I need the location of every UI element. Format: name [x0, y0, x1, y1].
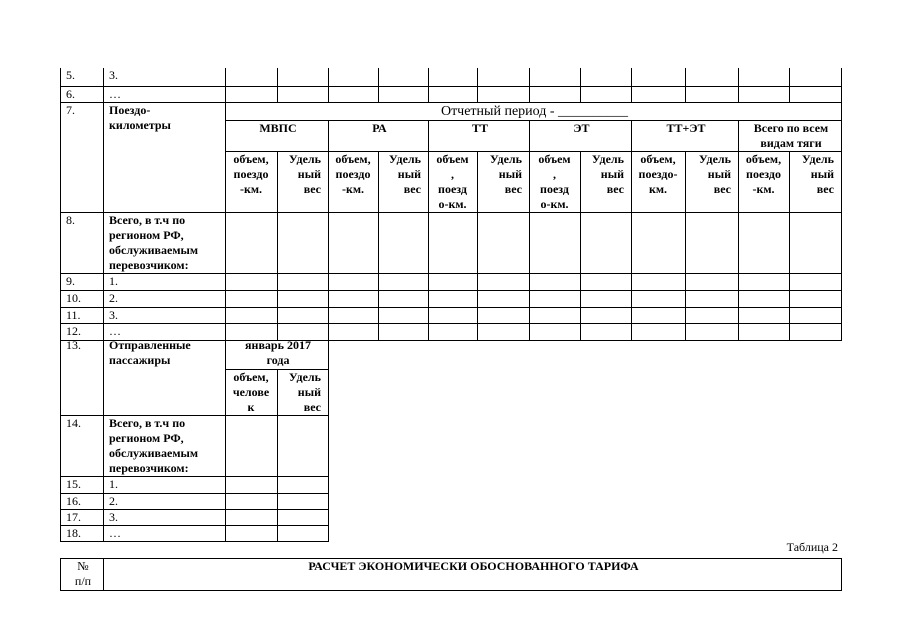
data-cell: [686, 273, 739, 290]
data-cell: [226, 290, 278, 307]
row-number: 6.: [61, 86, 104, 102]
data-cell: [226, 476, 278, 493]
data-cell: [790, 307, 842, 323]
row-number: 17.: [61, 509, 104, 525]
row-label: …: [104, 525, 226, 541]
volume-header: объем, поездо -км.: [739, 151, 790, 212]
row-number: 8.: [61, 212, 104, 273]
data-cell: [379, 307, 429, 323]
data-cell: [478, 307, 530, 323]
data-cell: [226, 525, 278, 541]
data-cell: [226, 307, 278, 323]
table-row: [61, 307, 842, 323]
data-cell: [278, 273, 329, 290]
data-cell: [478, 290, 530, 307]
row-label: 3.: [104, 68, 226, 86]
volume-header: объем, поездо -км.: [329, 151, 379, 212]
data-cell: [278, 86, 329, 102]
row-label: 3.: [104, 307, 226, 323]
share-header: Удель ный вес: [478, 151, 530, 212]
data-cell: [739, 323, 790, 340]
period-header: январь 2017 года: [226, 338, 329, 369]
data-cell: [278, 476, 329, 493]
table-row: [61, 509, 329, 525]
data-cell: [278, 307, 329, 323]
data-cell: [329, 323, 379, 340]
table-row: [61, 476, 329, 493]
data-cell: [530, 273, 581, 290]
data-cell: [478, 212, 530, 273]
dispatched-passengers-table: [60, 338, 329, 542]
data-cell: [429, 290, 478, 307]
data-cell: [329, 68, 379, 86]
table-caption: Таблица 2: [786, 540, 838, 554]
traction-type-header: Всего по всем видам тяги: [739, 120, 842, 151]
number-column-header: № п/п: [61, 559, 104, 591]
data-cell: [429, 323, 478, 340]
data-cell: [632, 273, 686, 290]
data-cell: [478, 323, 530, 340]
data-cell: [278, 68, 329, 86]
share-header: Удель ный вес: [278, 369, 329, 415]
data-cell: [686, 212, 739, 273]
table-row: [61, 273, 842, 290]
data-cell: [632, 68, 686, 86]
data-cell: [790, 68, 842, 86]
data-cell: [632, 86, 686, 102]
data-cell: [429, 68, 478, 86]
data-cell: [226, 212, 278, 273]
table-row: [61, 68, 842, 86]
share-header: Удель ный вес: [686, 151, 739, 212]
data-cell: [530, 86, 581, 102]
data-cell: [278, 290, 329, 307]
volume-header: объем, поездо- км.: [632, 151, 686, 212]
row-number: 13.: [61, 338, 104, 415]
data-cell: [329, 290, 379, 307]
traction-type-header: ТТ+ЭТ: [632, 120, 739, 151]
share-header: Удель ный вес: [790, 151, 842, 212]
share-header: Удель ный вес: [278, 151, 329, 212]
data-cell: [790, 86, 842, 102]
data-cell: [278, 509, 329, 525]
data-cell: [226, 509, 278, 525]
data-cell: [226, 493, 278, 509]
data-cell: [581, 86, 632, 102]
table-row: [61, 290, 842, 307]
data-cell: [790, 323, 842, 340]
data-cell: [632, 307, 686, 323]
data-cell: [790, 273, 842, 290]
row-label: 1.: [104, 476, 226, 493]
tariff-calculation-table: [60, 558, 842, 591]
data-cell: [429, 212, 478, 273]
data-cell: [379, 290, 429, 307]
data-cell: [226, 273, 278, 290]
data-cell: [379, 273, 429, 290]
data-cell: [790, 212, 842, 273]
row-number: 7.: [61, 102, 104, 212]
data-cell: [632, 323, 686, 340]
data-cell: [739, 68, 790, 86]
table-row: [61, 102, 842, 120]
data-cell: [686, 290, 739, 307]
data-cell: [581, 290, 632, 307]
data-cell: [739, 86, 790, 102]
table-row: [61, 212, 842, 273]
row-number: 18.: [61, 525, 104, 541]
data-cell: [686, 323, 739, 340]
share-header: Удель ный вес: [379, 151, 429, 212]
data-cell: [329, 212, 379, 273]
share-header: Удель ный вес: [581, 151, 632, 212]
row-label: 2.: [104, 493, 226, 509]
volume-header: объем , поезд о-км.: [429, 151, 478, 212]
traction-type-header: ТТ: [429, 120, 530, 151]
row-number: 5.: [61, 68, 104, 86]
data-cell: [429, 86, 478, 102]
data-cell: [581, 212, 632, 273]
data-cell: [478, 86, 530, 102]
data-cell: [581, 307, 632, 323]
data-cell: [226, 68, 278, 86]
row-label: Поездо- километры: [104, 102, 226, 212]
data-cell: [581, 323, 632, 340]
row-label: 3.: [104, 509, 226, 525]
table-row: [61, 493, 329, 509]
row-number: 11.: [61, 307, 104, 323]
data-cell: [632, 290, 686, 307]
data-cell: [278, 212, 329, 273]
row-label: 1.: [104, 273, 226, 290]
table-header-row: [61, 559, 842, 591]
row-label: Отправленные пассажиры: [104, 338, 226, 415]
data-cell: [530, 307, 581, 323]
row-label: Всего, в т.ч по регионом РФ, обслуживаемым перевозчиком:: [104, 212, 226, 273]
table-row: [61, 86, 842, 102]
data-cell: [278, 525, 329, 541]
data-cell: [278, 415, 329, 476]
row-number: 12.: [61, 323, 104, 340]
row-number: 15.: [61, 476, 104, 493]
data-cell: [379, 323, 429, 340]
data-cell: [686, 307, 739, 323]
traction-type-header: РА: [329, 120, 429, 151]
data-cell: [226, 415, 278, 476]
row-label: …: [104, 86, 226, 102]
data-cell: [429, 307, 478, 323]
data-cell: [379, 212, 429, 273]
data-cell: [530, 68, 581, 86]
data-cell: [790, 290, 842, 307]
row-label: 2.: [104, 290, 226, 307]
data-cell: [379, 68, 429, 86]
data-cell: [429, 273, 478, 290]
volume-header: объем, поездо -км.: [226, 151, 278, 212]
table-title: РАСЧЕТ ЭКОНОМИЧЕСКИ ОБОСНОВАННОГО ТАРИФА: [104, 559, 842, 591]
traction-type-header: ЭТ: [530, 120, 632, 151]
data-cell: [478, 273, 530, 290]
data-cell: [739, 212, 790, 273]
data-cell: [581, 273, 632, 290]
data-cell: [379, 86, 429, 102]
data-cell: [530, 290, 581, 307]
data-cell: [686, 86, 739, 102]
data-cell: [329, 86, 379, 102]
row-label: …: [104, 323, 226, 340]
data-cell: [478, 68, 530, 86]
data-cell: [632, 212, 686, 273]
data-cell: [329, 273, 379, 290]
volume-header: объем, челове к: [226, 369, 278, 415]
passenger-km-table: [60, 68, 842, 341]
row-number: 10.: [61, 290, 104, 307]
data-cell: [581, 68, 632, 86]
data-cell: [739, 307, 790, 323]
traction-type-header: МВПС: [226, 120, 329, 151]
data-cell: [226, 86, 278, 102]
data-cell: [686, 68, 739, 86]
data-cell: [278, 493, 329, 509]
data-cell: [530, 323, 581, 340]
row-label: Всего, в т.ч по регионом РФ, обслуживаемым перевозчиком:: [104, 415, 226, 476]
reporting-period-header: Отчетный период - __________: [226, 102, 842, 120]
row-number: 9.: [61, 273, 104, 290]
table-row: [61, 415, 329, 476]
table-row: [61, 525, 329, 541]
data-cell: [329, 307, 379, 323]
volume-header: объем , поезд о-км.: [530, 151, 581, 212]
row-number: 16.: [61, 493, 104, 509]
data-cell: [530, 212, 581, 273]
data-cell: [739, 290, 790, 307]
row-number: 14.: [61, 415, 104, 476]
data-cell: [739, 273, 790, 290]
table-row: [61, 338, 329, 369]
